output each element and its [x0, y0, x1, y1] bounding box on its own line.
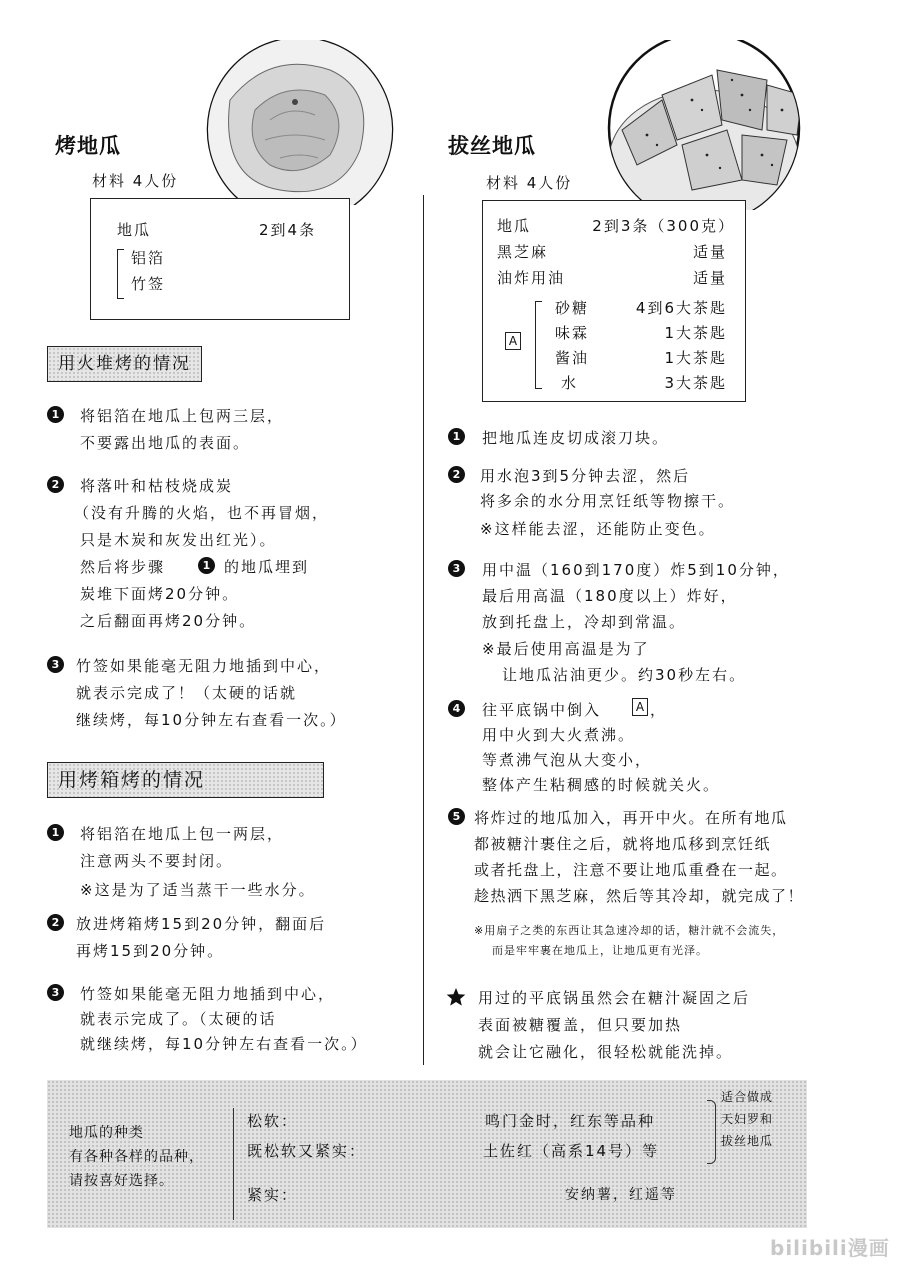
variety-heading: 有各种各样的品种， [69, 1149, 204, 1165]
step-text: 让地瓜沾油更少。约30秒左右。 [502, 666, 747, 684]
tools-bracket [117, 249, 124, 299]
watermark-logo: bilibili漫画 [770, 1236, 890, 1260]
group-a-bracket [535, 301, 542, 389]
step-text: 炭堆下面烤20分钟。 [80, 585, 240, 603]
step-text: 放到托盘上，冷却到常温。 [482, 613, 687, 631]
step-text: 最后用高温（180度以上）炸好， [482, 587, 738, 605]
star-icon [446, 987, 466, 1007]
step-text: 就表示完成了！（太硬的话就 [76, 684, 298, 702]
step-ref-number-1: 1 [198, 557, 215, 574]
ingredient-qty: 2到4条 [259, 221, 317, 239]
ingredient-qty: 3大茶匙 [664, 374, 727, 392]
step-text: 继续烤，每10分钟左右查看一次。） [76, 711, 347, 729]
step-number-3: 3 [47, 984, 64, 1001]
step-text: 将多余的水分用烹饪纸等物擦干。 [480, 492, 736, 510]
left-section1-heading: 用火堆烤的情况 [47, 346, 202, 382]
step-number-2: 2 [47, 914, 64, 931]
variety-value: 鸣门金时，红东等品种 [485, 1112, 656, 1130]
step-text: 然后将步骤 [80, 558, 166, 576]
variety-heading: 地瓜的种类 [69, 1125, 144, 1141]
step-text: 不要露出地瓜的表面。 [80, 434, 251, 452]
step-text: ※这是为了适当蒸干一些水分。 [80, 881, 316, 899]
variety-heading: 请按喜好选择。 [69, 1173, 174, 1189]
step-text: ， [650, 701, 668, 719]
step-text: 的地瓜埋到 [224, 558, 310, 576]
step-text: 用中火到大火煮沸。 [482, 726, 636, 744]
step-text: 趁热洒下黑芝麻，然后等其冷却，就完成了！ [474, 887, 805, 905]
step-number-3: 3 [448, 560, 465, 577]
ingredient-qty: 1大茶匙 [664, 349, 727, 367]
step-text: （没有升腾的火焰，也不再冒烟， [74, 504, 330, 522]
column-divider [423, 195, 424, 1065]
step-text: 等煮沸气泡从大变小， [482, 751, 653, 769]
step-number-1: 1 [47, 824, 64, 841]
tool-skewer: 竹签 [131, 275, 166, 293]
step-text: 整体产生粘稠感的时候就关火。 [482, 776, 721, 794]
step-number-2: 2 [448, 466, 465, 483]
group-a-ref: A [632, 698, 648, 716]
right-ingredients-box [482, 200, 746, 402]
variety-value: 安纳薯，红遥等 [565, 1187, 677, 1203]
variety-value: 土佐红（高系14号）等 [483, 1142, 660, 1160]
step-number-3: 3 [47, 656, 64, 673]
variety-side-note: 拔丝地瓜 [721, 1134, 774, 1148]
tip-text: 表面被糖覆盖，但只要加热 [478, 1016, 683, 1034]
step-text: 就表示完成了。（太硬的话 [80, 1010, 277, 1028]
variety-info-panel [47, 1080, 807, 1228]
step-text: 都被糖汁裹住之后，就将地瓜移到烹饪纸 [474, 835, 772, 853]
variety-brace [707, 1100, 716, 1164]
ingredient-qty: 2到3条（300克） [592, 217, 735, 235]
candied-sweet-potato-illustration [602, 40, 807, 210]
variety-side-note: 天妇罗和 [721, 1112, 774, 1126]
left-ingredients-box [90, 198, 350, 320]
step-text: 将炸过的地瓜加入，再开中火。在所有地瓜 [474, 809, 788, 827]
roasted-sweet-potato-illustration [200, 40, 400, 205]
tip-text: 就会让它融化，很轻松就能洗掉。 [478, 1043, 734, 1061]
variety-label-soft: 松软： [247, 1112, 299, 1130]
step-text: 之后翻面再烤20分钟。 [80, 612, 257, 630]
ingredient-name: 酱油 [555, 349, 590, 367]
step-text: 把地瓜连皮切成滚刀块。 [482, 429, 670, 447]
step-text: 放进烤箱烤15到20分钟，翻面后 [76, 915, 327, 933]
step-text: 用中温（160到170度）炸5到10分钟， [482, 561, 790, 579]
tool-foil: 铝箔 [131, 249, 166, 267]
step-number-5: 5 [448, 808, 465, 825]
variety-label-firm: 紧实： [247, 1186, 299, 1204]
variety-label-soft-firm: 既松软又紧实： [247, 1142, 367, 1160]
ingredient-qty: 4到6大茶匙 [635, 299, 727, 317]
step-text: ※最后使用高温是为了 [482, 640, 650, 658]
left-servings: 材料 4人份 [92, 172, 179, 190]
step-text: 就继续烤，每10分钟左右查看一次。） [80, 1035, 368, 1053]
ingredient-name: 地瓜 [117, 221, 152, 239]
ingredient-name: 砂糖 [555, 299, 590, 317]
step5-note: ※用扇子之类的东西让其急速冷却的话，糖汁就不会流失， [474, 924, 785, 937]
step-number-4: 4 [448, 700, 465, 717]
ingredient-qty: 1大茶匙 [664, 324, 727, 342]
ingredient-qty: 适量 [692, 269, 727, 287]
step-text: 或者托盘上，注意不要让地瓜重叠在一起。 [474, 861, 788, 879]
step-text: 竹签如果能毫无阻力地插到中心， [76, 657, 332, 675]
ingredient-name: 油炸用油 [497, 269, 566, 287]
step-number-1: 1 [47, 406, 64, 423]
left-recipe-title: 烤地瓜 [55, 134, 121, 158]
step-text: 往平底锅中倒入 [482, 701, 602, 719]
step-text: 只是木炭和灰发出红光）。 [80, 531, 277, 549]
ingredient-qty: 适量 [692, 243, 727, 261]
ingredient-name: 水 [561, 374, 579, 392]
left-section2-heading: 用烤箱烤的情况 [47, 762, 324, 798]
tip-text: 用过的平底锅虽然会在糖汁凝固之后 [478, 989, 751, 1007]
step-text: 注意两头不要封闭。 [80, 852, 234, 870]
step5-note: 而是牢牢裹在地瓜上，让地瓜更有光泽。 [492, 944, 708, 957]
step-text: 将铝箔在地瓜上包一两层， [80, 825, 285, 843]
step-text: 将铝箔在地瓜上包两三层， [80, 407, 285, 425]
step-number-1: 1 [448, 428, 465, 445]
ingredient-name: 黑芝麻 [497, 243, 549, 261]
variety-side-note: 适合做成 [721, 1090, 774, 1104]
right-servings: 材料 4人份 [486, 174, 573, 192]
step-text: ※这样能去涩，还能防止变色。 [480, 520, 716, 538]
variety-divider [233, 1108, 234, 1220]
step-text: 将落叶和枯枝烧成炭 [80, 477, 234, 495]
right-recipe-title: 拔丝地瓜 [448, 134, 536, 158]
step-number-2: 2 [47, 476, 64, 493]
ingredient-name: 味霖 [555, 324, 590, 342]
step-text: 再烤15到20分钟。 [76, 942, 225, 960]
ingredient-name: 地瓜 [497, 217, 532, 235]
group-a-label: A [505, 332, 521, 350]
step-text: 竹签如果能毫无阻力地插到中心， [80, 985, 336, 1003]
step-text: 用水泡3到5分钟去涩，然后 [480, 467, 691, 485]
